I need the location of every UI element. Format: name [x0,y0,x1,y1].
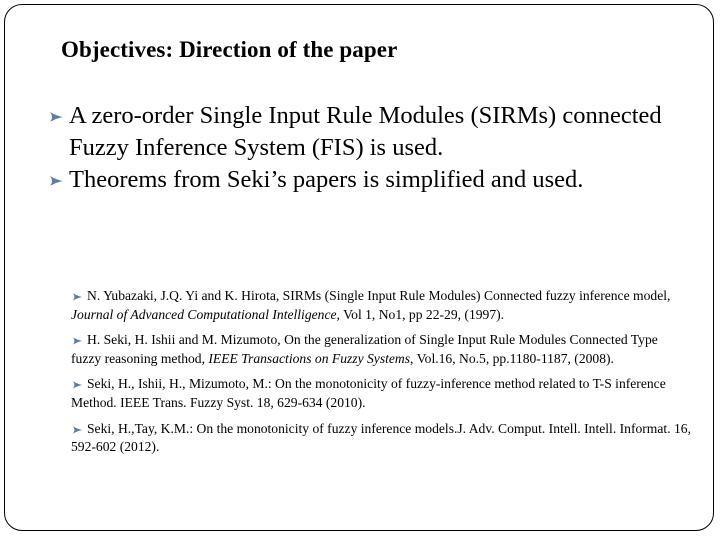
reference-item [71,287,691,324]
reference-item [71,331,691,368]
bullet-item [49,164,689,196]
reference-text: N. Yubazaki, J.Q. Yi and K. Hirota, SIRMs (Single Input Rule Modules) Connected fuzzy inference model, [87,288,671,303]
reference-item [71,375,691,412]
reference-list [71,287,691,464]
reference-journal: IEEE Transactions on Fuzzy Systems [208,350,411,366]
reference-details: Vol 1, No1, pp 22-29, (1997). [339,306,505,322]
slide-frame [4,4,714,531]
main-bullet-list [49,100,689,196]
reference-text: Seki, H., Ishii, H., Mizumoto, M.: On the monotonicity of fuzzy-inference method related to T-S inference Method. IEEE Trans. Fuzzy Syst. 18, 629-634 (2010). [71,376,666,410]
reference-details: , Vol.16, No.5, pp.1180-1187, (2008). [410,350,614,366]
bullet-text: A zero-order Single Input Rule Modules (SIRMs) connected Fuzzy Inference System (FIS) is used. [69,102,662,161]
bullet-icon [71,336,85,346]
bullet-icon [71,380,85,390]
bullet-text: Theorems from Seki’s papers is simplified and used. [69,166,584,193]
bullet-icon [49,110,65,124]
bullet-icon [71,292,85,302]
slide-title: Objectives: Direction of the paper [61,37,398,62]
reference-item [71,420,691,457]
reference-text: H. Seki, H. Ishii and M. Mizumoto, On the generalization of Single Input Rule Modules Connected Type fuzzy reasoning method, [71,332,658,366]
bullet-icon [71,425,85,435]
bullet-icon [49,174,65,188]
reference-journal: Journal of Advanced Computational Intelligence, [71,306,340,322]
bullet-item [49,100,689,164]
reference-text: Seki, H.,Tay, K.M.: On the monotonicity of fuzzy inference models.J. Adv. Comput. Intell. Intell. Informat. 16, 592-602 (2012). [71,420,691,455]
